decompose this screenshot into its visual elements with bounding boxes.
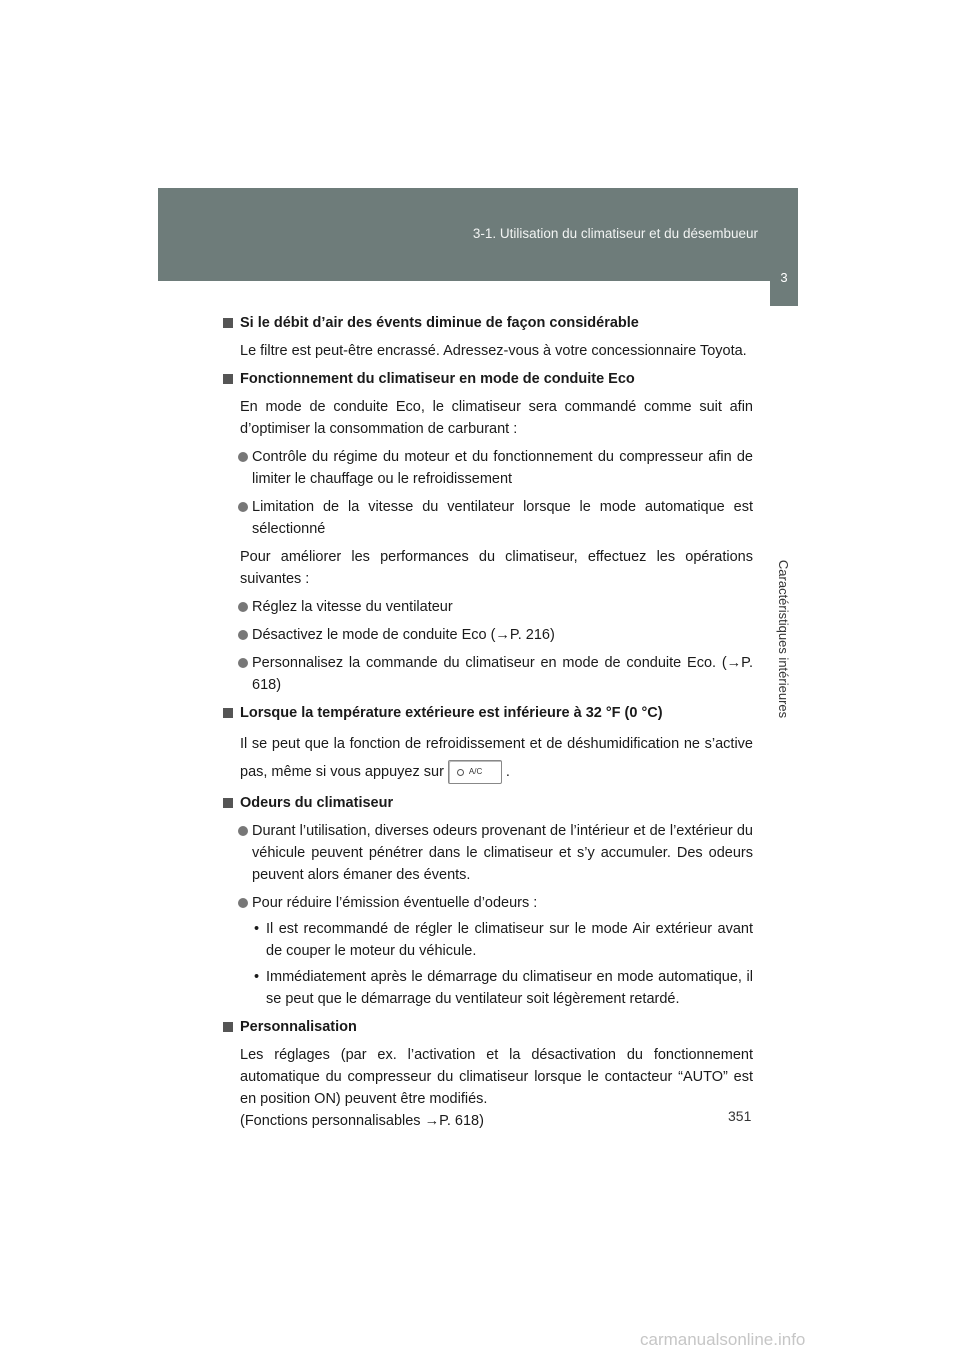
chapter-tab-number: 3 [780, 270, 788, 285]
square-bullet-icon [223, 708, 233, 718]
ac-button-icon: A/C [448, 760, 502, 784]
sub-bullet-mark: • [254, 969, 260, 985]
chapter-tab-label: Caractéristiques intérieures [776, 559, 792, 719]
section-heading: Lorsque la température extérieure est inférieure à 32 °F (0 °C) [223, 702, 753, 724]
list-item: Limitation de la vitesse du ventilateur lorsque le mode automatique est sélectionné [223, 496, 753, 540]
sub-bullet-mark: • [254, 921, 260, 937]
list-item: Durant l’utilisation, diverses odeurs provenant de l’intérieur et de l’extérieur du véhicule peuvent pénétrer dans le climatiseur et s’y accumuler. Des odeurs peuvent alors émaner des évents. [223, 820, 753, 886]
section-heading: Fonctionnement du climatiseur en mode de conduite Eco [223, 368, 753, 390]
round-bullet-icon [238, 452, 248, 462]
list-item: Désactivez le mode de conduite Eco (→P. 216) [223, 624, 753, 646]
section-heading: Si le débit d’air des évents diminue de façon considérable [223, 312, 753, 334]
section-heading: Odeurs du climatiseur [223, 792, 753, 814]
section-body: (Fonctions personnalisables →P. 618) [240, 1113, 484, 1129]
round-bullet-icon [238, 502, 248, 512]
sub-list-item: • Il est recommandé de régler le climatiseur sur le mode Air extérieur avant de couper le moteur du véhicule. [223, 918, 753, 962]
indicator-light-icon [457, 769, 464, 776]
section-body: Pour améliorer les performances du climatiseur, effectuez les opérations suivantes : [240, 549, 753, 587]
round-bullet-icon [238, 630, 248, 640]
list-item: Personnalisez la commande du climatiseur en mode de conduite Eco. (→P. 618) [223, 652, 753, 696]
round-bullet-icon [238, 602, 248, 612]
chapter-header [158, 188, 798, 281]
round-bullet-icon [238, 898, 248, 908]
chapter-title: 3-1. Utilisation du climatiseur et du désembueur [472, 226, 758, 241]
page-content [223, 306, 753, 1132]
round-bullet-icon [238, 826, 248, 836]
section-heading: Personnalisation [223, 1016, 753, 1038]
sub-list-item: • Immédiatement après le démarrage du climatiseur en mode automatique, il se peut que le démarrage du ventilateur soit légèrement retardé. [223, 966, 753, 1010]
round-bullet-icon [238, 658, 248, 668]
square-bullet-icon [223, 318, 233, 328]
square-bullet-icon [223, 798, 233, 808]
list-item: Réglez la vitesse du ventilateur [223, 596, 753, 618]
square-bullet-icon [223, 1022, 233, 1032]
list-item: Pour réduire l’émission éventuelle d’odeurs : [223, 892, 753, 914]
page-number: 351 [728, 1108, 752, 1124]
square-bullet-icon [223, 374, 233, 384]
section-body: Les réglages (par ex. l’activation et la désactivation du fonctionnement automatique du compresseur du climatiseur lorsque le contacteur “AUTO” est en position ON) peuvent être modifiés. [240, 1047, 753, 1107]
section-body: En mode de conduite Eco, le climatiseur sera commandé comme suit afin d’optimiser la consommation de carburant : [240, 399, 753, 437]
list-item: Contrôle du régime du moteur et du fonctionnement du compresseur afin de limiter le chauffage ou le refroidissement [223, 446, 753, 490]
section-body: Le filtre est peut-être encrassé. Adressez-vous à votre concessionnaire Toyota. [240, 343, 747, 359]
section-body: Il se peut que la fonction de refroidissement et de déshumidification ne s’active pas, même si vous appuyez sur A/C . [223, 730, 753, 786]
watermark: carmanualsonline.info [640, 1330, 806, 1349]
